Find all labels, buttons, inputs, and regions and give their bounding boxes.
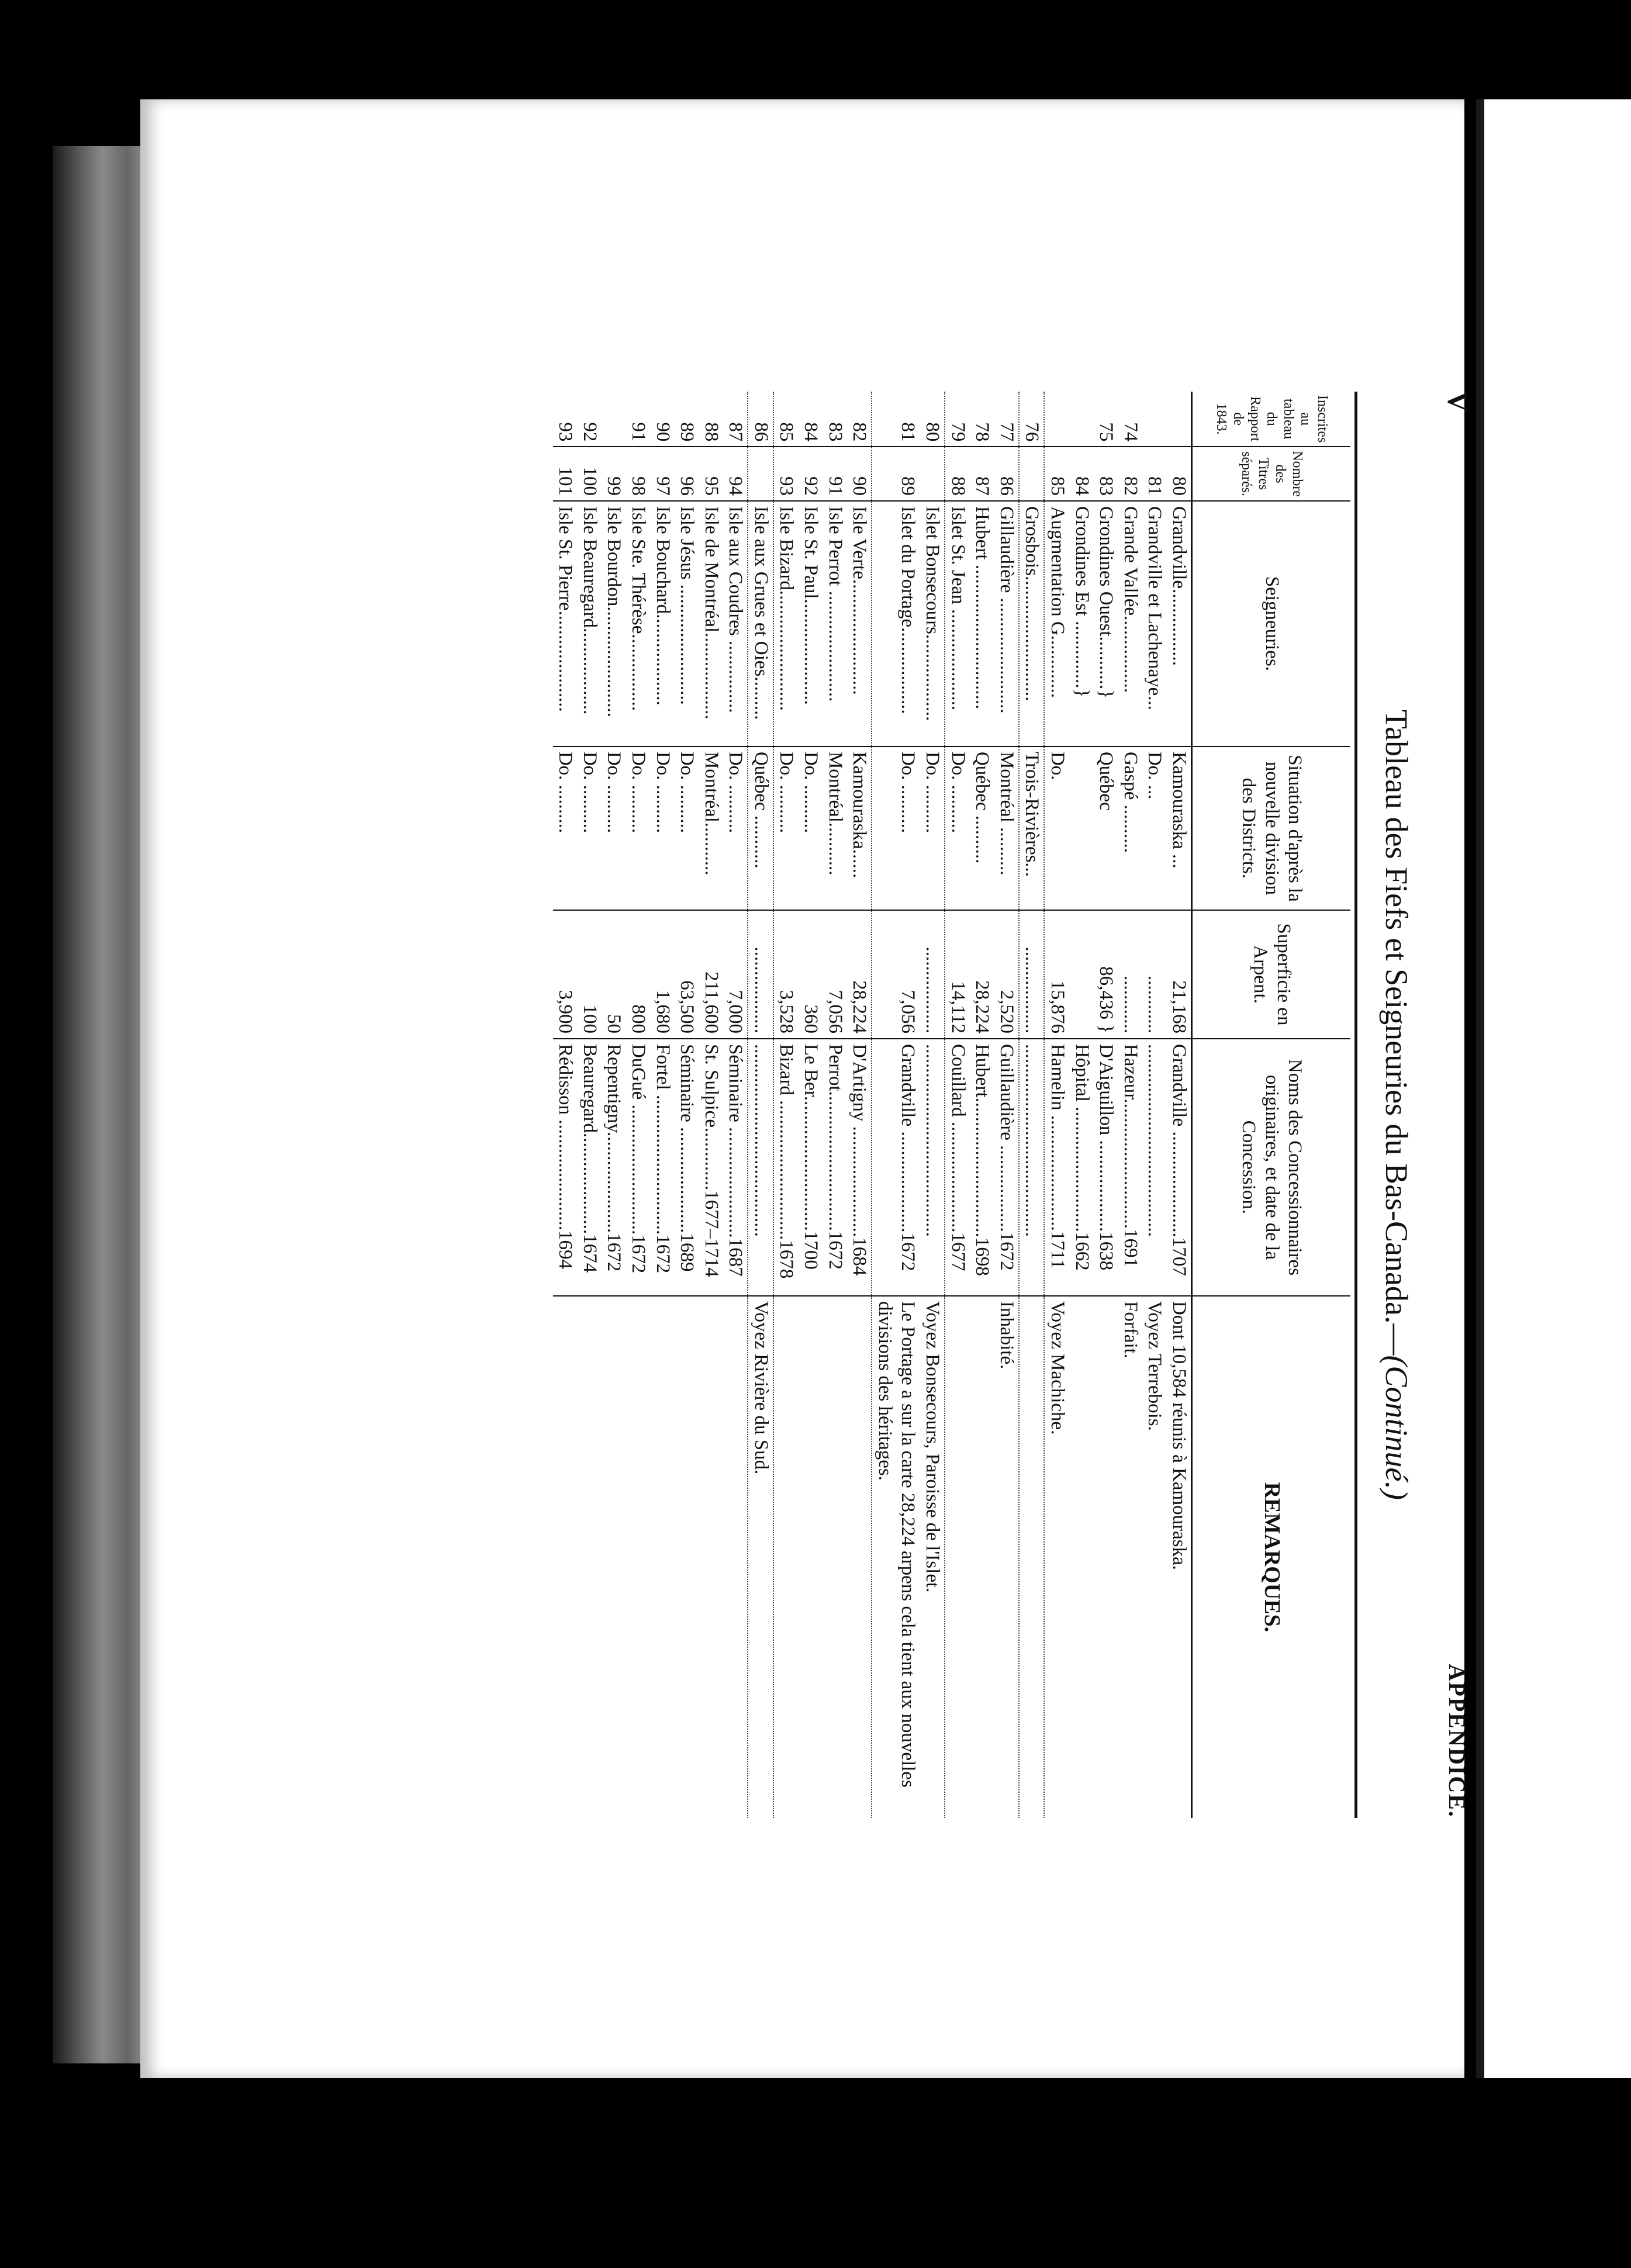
page-letter: V xyxy=(1442,392,1473,412)
cell-situation: Do. xyxy=(1044,746,1069,910)
cell-concessionnaire: D'Aiguillon ...................1638 xyxy=(1094,1039,1118,1296)
cell-remarque xyxy=(577,1296,602,1818)
cell-remarque xyxy=(1019,1296,1045,1818)
cell-remarque xyxy=(945,1296,970,1818)
cell-concessionnaire: DuGué ...........................1672 xyxy=(626,1039,650,1296)
cell-situation: Do. .......... xyxy=(626,746,650,910)
cell-superficie: 7,056 xyxy=(823,910,847,1039)
cell-superficie xyxy=(1069,910,1094,1039)
cell-concessionnaire: Séminaire ......................1689 xyxy=(675,1039,699,1296)
cell-remarque xyxy=(847,1296,872,1818)
cell-inscrites xyxy=(1044,392,1069,447)
cell-superficie: 3,900 xyxy=(553,910,578,1039)
cell-seigneurie: Isle aux Grues et Oies......... xyxy=(748,501,773,746)
cell-situation: Do. .......... xyxy=(602,746,626,910)
table-body xyxy=(553,392,1192,1818)
cell-superficie: 50 xyxy=(602,910,626,1039)
cell-superficie: 100 xyxy=(577,910,602,1039)
cell-situation: Montréal........... xyxy=(699,746,723,910)
cell-inscrites: 86 xyxy=(748,392,773,447)
book-page-edges xyxy=(53,146,152,2063)
cell-nombre: 96 xyxy=(675,447,699,501)
cell-superficie: 28,224 xyxy=(970,910,994,1039)
cell-seigneurie: Grosbois.......................... xyxy=(1019,501,1045,746)
cell-nombre: 81 xyxy=(1142,447,1167,501)
cell-nombre xyxy=(748,447,773,501)
cell-seigneurie: Islet Bonsecours.................. xyxy=(920,501,945,746)
cell-seigneurie: Isle Jésus ......................... xyxy=(675,501,699,746)
cell-inscrites xyxy=(602,392,626,447)
cell-seigneurie: Isle Verte........................ xyxy=(847,501,872,746)
cell-inscrites: 88 xyxy=(699,392,723,447)
cell-superficie: 1,680 xyxy=(650,910,675,1039)
cell-remarque: Voyez Bonsecours, Paroisse de l'Islet. xyxy=(920,1296,945,1818)
cell-concessionnaire: Séminaire .......................1687 xyxy=(723,1039,748,1296)
col-header-seigneuries: Seigneuries. xyxy=(1192,501,1351,746)
cell-nombre: 84 xyxy=(1069,447,1094,501)
cell-nombre: 93 xyxy=(773,447,799,501)
cell-concessionnaire: Beauregard.....................1674 xyxy=(577,1039,602,1296)
cell-nombre xyxy=(1019,447,1045,501)
cell-remarque xyxy=(1094,1296,1118,1818)
cell-seigneurie: Islet St. Jean ..................... xyxy=(945,501,970,746)
cell-seigneurie: Isle Ste. Thérèse................ xyxy=(626,501,650,746)
cell-inscrites: 76 xyxy=(1019,392,1045,447)
cell-superficie: ............ xyxy=(1142,910,1167,1039)
cell-remarque: Voyez Rivière du Sud. xyxy=(748,1296,773,1818)
cell-seigneurie: Gillaudière ........................ xyxy=(994,501,1019,746)
cell-inscrites xyxy=(1142,392,1167,447)
table-row xyxy=(1069,392,1094,1818)
cell-superficie: .................. xyxy=(1019,910,1045,1039)
cell-situation: Montréal........... xyxy=(823,746,847,910)
table-row xyxy=(945,392,970,1818)
cell-seigneurie: Isle Perrot ....................... xyxy=(823,501,847,746)
cell-inscrites: 87 xyxy=(723,392,748,447)
col-header-noms: Noms des Concessionnaires originaires, et date de la Concession. xyxy=(1192,1039,1351,1296)
col-header-superficie: Superficie en Arpent. xyxy=(1192,910,1351,1039)
cell-concessionnaire: Repentigny.....................1672 xyxy=(602,1039,626,1296)
cell-nombre: 85 xyxy=(1044,447,1069,501)
cell-nombre: 95 xyxy=(699,447,723,501)
cell-inscrites: 80 xyxy=(920,392,945,447)
cell-remarque xyxy=(773,1296,799,1818)
table-row xyxy=(699,392,723,1818)
cell-superficie: 360 xyxy=(799,910,823,1039)
cell-remarque xyxy=(650,1296,675,1818)
cell-remarque xyxy=(823,1296,847,1818)
cell-situation: Trois-Rivières... xyxy=(1019,746,1045,910)
table-row xyxy=(553,392,578,1818)
cell-situation: Montréal .......... xyxy=(994,746,1019,910)
cell-remarque xyxy=(553,1296,578,1818)
cell-superficie: 14,112 xyxy=(945,910,970,1039)
cell-seigneurie: Hubert .............................. xyxy=(970,501,994,746)
cell-nombre: 86 xyxy=(994,447,1019,501)
cell-remarque xyxy=(602,1296,626,1818)
cell-inscrites: 82 xyxy=(847,392,872,447)
cell-seigneurie: Grandville et Lachenaye... xyxy=(1142,501,1167,746)
cell-nombre: 97 xyxy=(650,447,675,501)
cell-seigneurie: Augmentation G............. xyxy=(1044,501,1069,746)
table-row xyxy=(650,392,675,1818)
cell-concessionnaire: ........................................ xyxy=(920,1039,945,1296)
cell-situation: Gaspé .......... xyxy=(1118,746,1142,910)
cell-situation: Kamouraska...... xyxy=(847,746,872,910)
table-row xyxy=(602,392,626,1818)
cell-remarque xyxy=(675,1296,699,1818)
table-row xyxy=(577,392,602,1818)
table-row xyxy=(1166,392,1191,1818)
col-header-nombre: Nombre des Titres séparés. xyxy=(1192,447,1351,501)
cell-nombre: 89 xyxy=(872,447,920,501)
table-row xyxy=(748,392,773,1818)
cell-superficie: 21,168 xyxy=(1166,910,1191,1039)
cell-inscrites: 74 xyxy=(1118,392,1142,447)
cell-remarque: Le Portage a sur la carte 28,224 arpens cela tient aux nouvelles divisions des héritages. xyxy=(874,1301,919,1788)
cell-concessionnaire: Couillard .......................1677 xyxy=(945,1039,970,1296)
cell-superficie: 15,876 xyxy=(1044,910,1069,1039)
cell-situation: Do. .......... xyxy=(872,746,920,910)
col-header-situation: Situation d'après la nouvelle division des Districts. xyxy=(1192,746,1351,910)
table-row xyxy=(1044,392,1069,1818)
cell-situation: Québec .......... xyxy=(970,746,994,910)
cell-situation: Québec xyxy=(1094,746,1118,910)
cell-situation: Do. .......... xyxy=(650,746,675,910)
cell-inscrites: 90 xyxy=(650,392,675,447)
table-row xyxy=(1142,392,1167,1818)
cell-inscrites: 93 xyxy=(553,392,578,447)
cell-superficie: .................. xyxy=(748,910,773,1039)
cell-concessionnaire: Fortel .............................1672 xyxy=(650,1039,675,1296)
cell-seigneurie: Isle Beauregard.................. xyxy=(577,501,602,746)
cell-nombre: 101 xyxy=(553,447,578,501)
cell-concessionnaire: Bizard .............................1678 xyxy=(773,1039,799,1296)
cell-inscrites: 81 xyxy=(872,392,920,447)
cell-remarque xyxy=(626,1296,650,1818)
cell-nombre: 88 xyxy=(945,447,970,501)
cell-seigneurie: Isle St. Paul...................... xyxy=(799,501,823,746)
cell-remarque: Voyez Terrebois. xyxy=(1144,1301,1166,1431)
cell-superficie: .................. xyxy=(920,910,945,1039)
table-row xyxy=(723,392,748,1818)
cell-situation: Do. ... xyxy=(1142,746,1167,910)
appendix-label: APPENDICE. xyxy=(1444,1664,1470,1818)
cell-nombre: 98 xyxy=(626,447,650,501)
title-main: Tableau des Fiefs et Seigneuries du Bas-Canada.— xyxy=(1379,710,1414,1356)
cell-concessionnaire: Guillaudière ..................1672 xyxy=(994,1039,1019,1296)
cell-superficie: ............ xyxy=(1118,910,1142,1039)
cell-inscrites: 84 xyxy=(799,392,823,447)
cell-nombre: 92 xyxy=(799,447,823,501)
cell-concessionnaire: ........................................ xyxy=(748,1039,773,1296)
cell-situation: Do. .......... xyxy=(675,746,699,910)
cell-inscrites xyxy=(1069,392,1094,447)
cell-inscrites xyxy=(1166,392,1191,447)
table-row xyxy=(920,392,945,1818)
cell-seigneurie: Isle de Montréal.................. xyxy=(699,501,723,746)
cell-inscrites: 77 xyxy=(994,392,1019,447)
cell-superficie: 7,056 xyxy=(872,910,920,1039)
cell-seigneurie: Isle Bouchard................... xyxy=(650,501,675,746)
top-rule xyxy=(1354,392,1357,1818)
cell-concessionnaire: Rédisson .......................1694 xyxy=(553,1039,578,1296)
table-row xyxy=(1118,392,1142,1818)
running-header xyxy=(1432,392,1473,1818)
cell-nombre xyxy=(920,447,945,501)
cell-nombre: 91 xyxy=(823,447,847,501)
cell-inscrites: 89 xyxy=(675,392,699,447)
cell-nombre: 90 xyxy=(847,447,872,501)
cell-seigneurie: Isle Bourdon....................... xyxy=(602,501,626,746)
cell-inscrites: 83 xyxy=(823,392,847,447)
cell-nombre: 87 xyxy=(970,447,994,501)
cell-superficie: 2,520 xyxy=(994,910,1019,1039)
cell-remarque xyxy=(1069,1296,1094,1818)
cell-remarque: Forfait. xyxy=(1119,1301,1141,1359)
cell-nombre: 80 xyxy=(1166,447,1191,501)
cell-remarque xyxy=(799,1296,823,1818)
table-row xyxy=(847,392,872,1818)
seigneuries-table xyxy=(553,392,1350,1818)
title-continued: (Continué.) xyxy=(1379,1355,1414,1500)
cell-superficie: 211,600 xyxy=(699,910,723,1039)
cell-remarque xyxy=(970,1296,994,1818)
cell-concessionnaire: Perrot.............................1672 xyxy=(823,1039,847,1296)
table-row xyxy=(626,392,650,1818)
cell-situation: Do. .......... xyxy=(577,746,602,910)
table-row xyxy=(872,392,920,1818)
cell-situation: Do. .......... xyxy=(799,746,823,910)
cell-superficie: 86,436 } xyxy=(1094,910,1118,1039)
table-row xyxy=(1019,392,1045,1818)
cell-remarque xyxy=(723,1296,748,1818)
cell-situation: Do. .......... xyxy=(945,746,970,910)
cell-inscrites: 91 xyxy=(626,392,650,447)
cell-situation: Do. .......... xyxy=(773,746,799,910)
cell-situation xyxy=(1069,746,1094,910)
cell-concessionnaire: Hubert.............................1698 xyxy=(970,1039,994,1296)
cell-inscrites: 85 xyxy=(773,392,799,447)
cell-concessionnaire: D'Artigny .......................1684 xyxy=(847,1039,872,1296)
cell-inscrites: 92 xyxy=(577,392,602,447)
cell-superficie: 28,224 xyxy=(847,910,872,1039)
cell-superficie: 3,528 xyxy=(773,910,799,1039)
cell-seigneurie: Grondines Est ..............} xyxy=(1069,501,1094,746)
cell-concessionnaire: Hamelin ........................1711 xyxy=(1044,1039,1069,1296)
cell-situation: Kamouraska ... xyxy=(1166,746,1191,910)
cell-concessionnaire: Hazeur...........................1691 xyxy=(1118,1039,1142,1296)
cell-superficie: 63,500 xyxy=(675,910,699,1039)
cell-superficie: 7,000 xyxy=(723,910,748,1039)
cell-situation: Do. .......... xyxy=(553,746,578,910)
table-row xyxy=(970,392,994,1818)
rotated-content xyxy=(357,392,1473,1818)
cell-concessionnaire: Hôpital ..........................1662 xyxy=(1069,1039,1094,1296)
col-header-inscrites: Inscrites au tableau du Rapport de 1843. xyxy=(1192,392,1351,447)
table-row xyxy=(994,392,1019,1818)
cell-seigneurie: Grondines Ouest...........} xyxy=(1094,501,1118,746)
cell-concessionnaire: ........................................ xyxy=(1019,1039,1045,1296)
cell-concessionnaire: Grandville ......................1707 xyxy=(1166,1039,1191,1296)
table-row xyxy=(823,392,847,1818)
cell-situation: Québec ........... xyxy=(748,746,773,910)
facing-page xyxy=(1476,99,1631,2078)
table-row xyxy=(799,392,823,1818)
cell-concessionnaire: Grandville .....................1672 xyxy=(872,1039,920,1296)
cell-inscrites: 78 xyxy=(970,392,994,447)
cell-nombre: 100 xyxy=(577,447,602,501)
cell-remarque: Voyez Machiche. xyxy=(1047,1301,1069,1435)
cell-nombre: 94 xyxy=(723,447,748,501)
cell-superficie: 800 xyxy=(626,910,650,1039)
cell-concessionnaire: Le Ber............................1700 xyxy=(799,1039,823,1296)
cell-inscrites: 75 xyxy=(1094,392,1118,447)
cell-remarque: Inhabité. xyxy=(994,1296,1019,1818)
cell-nombre: 99 xyxy=(602,447,626,501)
cell-concessionnaire: St. Sulpice.............1677–1714 xyxy=(699,1039,723,1296)
cell-seigneurie: Isle Bizard......................... xyxy=(773,501,799,746)
table-row xyxy=(773,392,799,1818)
cell-concessionnaire: ........................................ xyxy=(1142,1039,1167,1296)
cell-seigneurie: Grandville................ xyxy=(1166,501,1191,746)
table-title xyxy=(1378,392,1415,1818)
cell-situation: Do. .......... xyxy=(920,746,945,910)
cell-nombre: 83 xyxy=(1094,447,1118,501)
cell-seigneurie: Isle St. Pierre..................... xyxy=(553,501,578,746)
table-row xyxy=(1094,392,1118,1818)
cell-seigneurie: Grande Vallée................ xyxy=(1118,501,1142,746)
cell-remarque: Dont 10,584 réunis à Kamouraska. xyxy=(1169,1301,1190,1571)
cell-situation: Do. .......... xyxy=(723,746,748,910)
col-header-remarques: REMARQUES. xyxy=(1192,1296,1351,1818)
cell-nombre: 82 xyxy=(1118,447,1142,501)
table-header-row xyxy=(1192,392,1351,1818)
cell-seigneurie: Isle aux Coudres ............... xyxy=(723,501,748,746)
cell-seigneurie: Islet du Portage.................. xyxy=(872,501,920,746)
cell-inscrites: 79 xyxy=(945,392,970,447)
table-row xyxy=(675,392,699,1818)
cell-remarque xyxy=(699,1296,723,1818)
